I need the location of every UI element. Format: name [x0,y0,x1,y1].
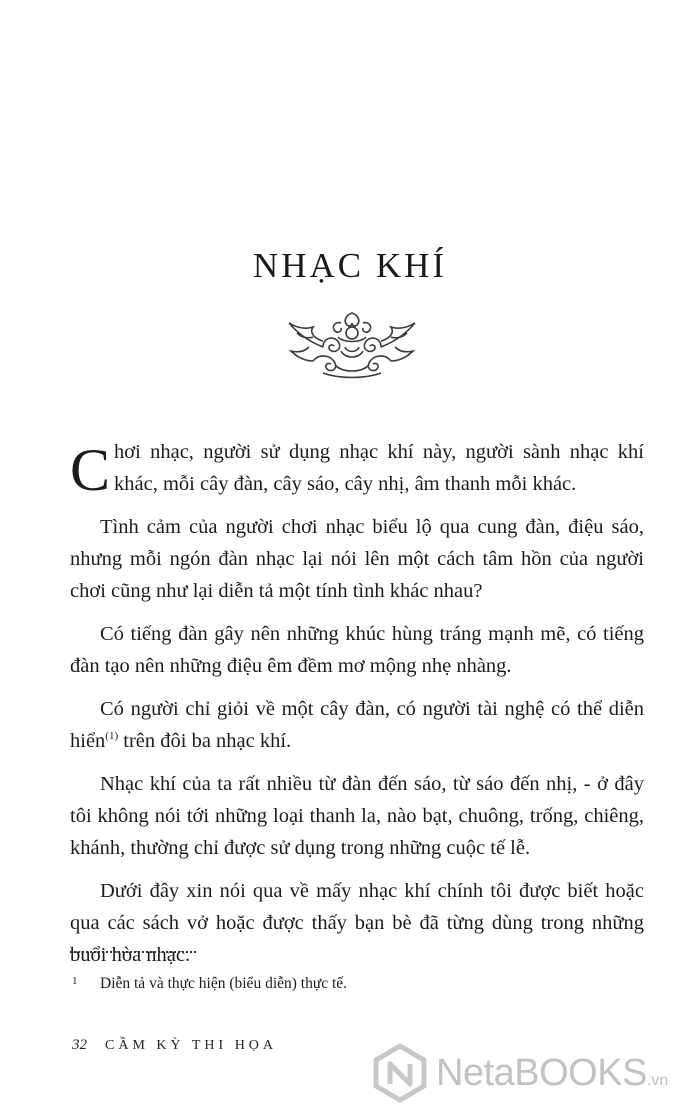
footnote-number: 1 [72,975,78,987]
paragraph-4 [70,693,644,757]
paragraph-2: Tình cảm của người chơi nhạc biểu lộ qua cung đàn, điệu sáo, nhưng mỗi ngón đàn nhạc lại nói lên một cách tâm hồn của người chơi cũng như lại diễn tả một tính tình khác nhau? [70,516,644,602]
watermark [370,1042,700,1108]
paragraph-4-text-before: Có người chỉ giỏi về một cây đàn, có người tài nghệ có thể diễn hiển [70,698,644,752]
footnote [72,975,672,993]
chapter-title: NHẠC KHÍ [252,246,448,285]
paragraph-4-text-after: trên đôi ba nhạc khí. [118,730,292,752]
paragraph-5: Nhạc khí của ta rất nhiều từ đàn đến sáo, từ sáo đến nhị, - ở đây tôi không nói tới những loại thanh la, nào bạt, chuông, trống, chiêng, khánh, thường chỉ được sử dụng trong những cuộc tế lễ. [70,773,644,859]
footnote-divider [70,951,196,953]
page-footer [72,1037,277,1054]
running-head: CẦM KỲ THI HỌA [105,1038,278,1053]
chapter-body [70,436,644,982]
paragraph-3: Có tiếng đàn gây nên những khúc hùng tráng mạnh mẽ, có tiếng đàn tạo nên những điệu êm đềm mơ mộng nhẹ nhàng. [70,623,644,677]
page-number: 32 [72,1037,87,1053]
watermark-brand: NetaBOOKS [436,1052,647,1094]
watermark-suffix: .vn [646,1072,669,1089]
lotus-cloud-ornament-icon [283,307,421,379]
paragraph-1 [70,436,644,503]
netabooks-logo-icon [370,1042,430,1104]
drop-cap: C [70,437,111,503]
footnote-text: Diễn tả và thực hiện (biểu diễn) thực tế. [100,975,348,992]
watermark-text [436,1052,668,1095]
paragraph-6: Dưới đây xin nói qua về mấy nhạc khí chính tôi được biết hoặc qua các sách vở hoặc được thấy bạn bè đã từng dùng trong những buổi hòa nhạc. [70,880,644,966]
paragraph-1-text: hơi nhạc, người sử dụng nhạc khí này, người sành nhạc khí khác, mỗi cây đàn, cây sáo, cây nhị, âm thanh mỗi khác. [114,441,644,495]
footnote-reference: (1) [105,730,119,743]
